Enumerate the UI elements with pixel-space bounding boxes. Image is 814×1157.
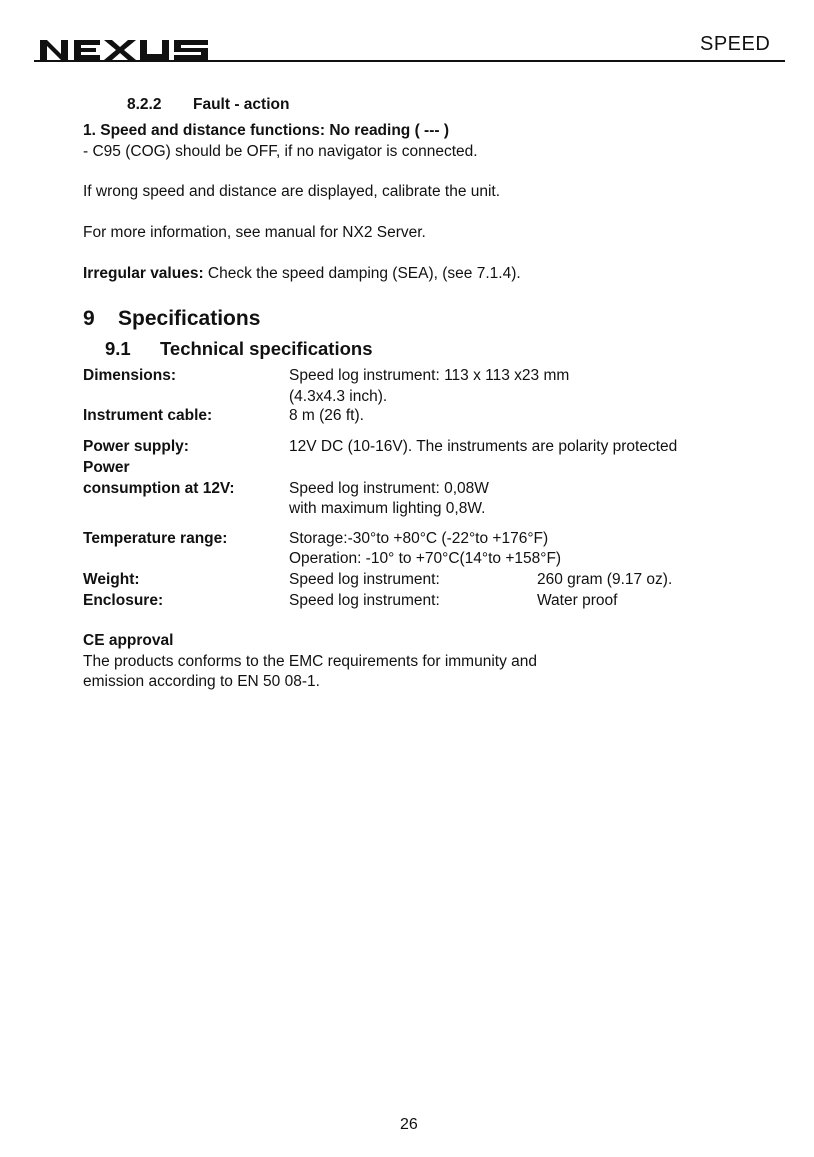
spec-consumption-label-2: consumption at 12V:	[83, 480, 235, 497]
section-number-9: 9	[83, 307, 95, 330]
spec-cable-value: 8 m (26 ft).	[289, 407, 364, 424]
spec-weight-value: 260 gram (9.17 oz).	[537, 571, 673, 588]
spec-enclosure-label: Enclosure:	[83, 592, 164, 609]
spec-dimensions-value-1: Speed log instrument: 113 x 113 x23 mm	[289, 367, 570, 384]
ce-approval-line-1: The products conforms to the EMC requirements for immunity and	[83, 653, 537, 670]
section-title-technical-specifications: Technical specifications	[160, 338, 373, 359]
para-more-info: For more information, see manual for NX2 Server.	[83, 224, 426, 241]
spec-temp-value-2: Operation: -10° to +70°C(14°to +158°F)	[289, 550, 562, 567]
item1-text: - C95 (COG) should be OFF, if no navigator is connected.	[83, 143, 478, 160]
nexus-logo	[38, 38, 220, 62]
spec-cable-label: Instrument cable:	[83, 407, 213, 424]
section-number-9-1: 9.1	[105, 338, 131, 359]
section-title-specifications: Specifications	[118, 307, 261, 330]
spec-weight-item: Speed log instrument:	[289, 571, 440, 588]
ce-approval-title: CE approval	[83, 632, 174, 649]
para-wrong-speed: If wrong speed and distance are displayed, calibrate the unit.	[83, 183, 501, 200]
spec-enclosure-value: Water proof	[537, 592, 618, 609]
spec-enclosure-item: Speed log instrument:	[289, 592, 440, 609]
section-title-fault-action: Fault - action	[193, 96, 290, 113]
spec-dimensions-label: Dimensions:	[83, 367, 177, 384]
ce-approval-line-2: emission according to EN 50 08-1.	[83, 673, 320, 690]
para-irregular	[83, 264, 521, 284]
irregular-text: Check the speed damping (SEA), (see 7.1.4).	[203, 265, 521, 282]
spec-consumption-label-1: Power	[83, 459, 130, 476]
page-number: 26	[400, 1116, 418, 1133]
spec-temp-value-1: Storage:-30°to +80°C (-22°to +176°F)	[289, 530, 549, 547]
spec-consumption-value-2: with maximum lighting 0,8W.	[289, 500, 486, 517]
section-number-8-2-2: 8.2.2	[127, 96, 162, 113]
spec-consumption-value-1: Speed log instrument: 0,08W	[289, 480, 489, 497]
spec-power-label: Power supply:	[83, 438, 189, 455]
irregular-label: Irregular values:	[83, 265, 204, 282]
spec-weight-label: Weight:	[83, 571, 140, 588]
item1-title: 1. Speed and distance functions: No reading ( --- )	[83, 122, 449, 139]
header-rule	[34, 60, 785, 62]
header-section-title: SPEED	[700, 33, 771, 55]
spec-dimensions-value-2: (4.3x4.3 inch).	[289, 388, 388, 405]
spec-power-value: 12V DC (10-16V). The instruments are polarity protected	[289, 438, 678, 455]
spec-temp-label: Temperature range:	[83, 530, 228, 547]
